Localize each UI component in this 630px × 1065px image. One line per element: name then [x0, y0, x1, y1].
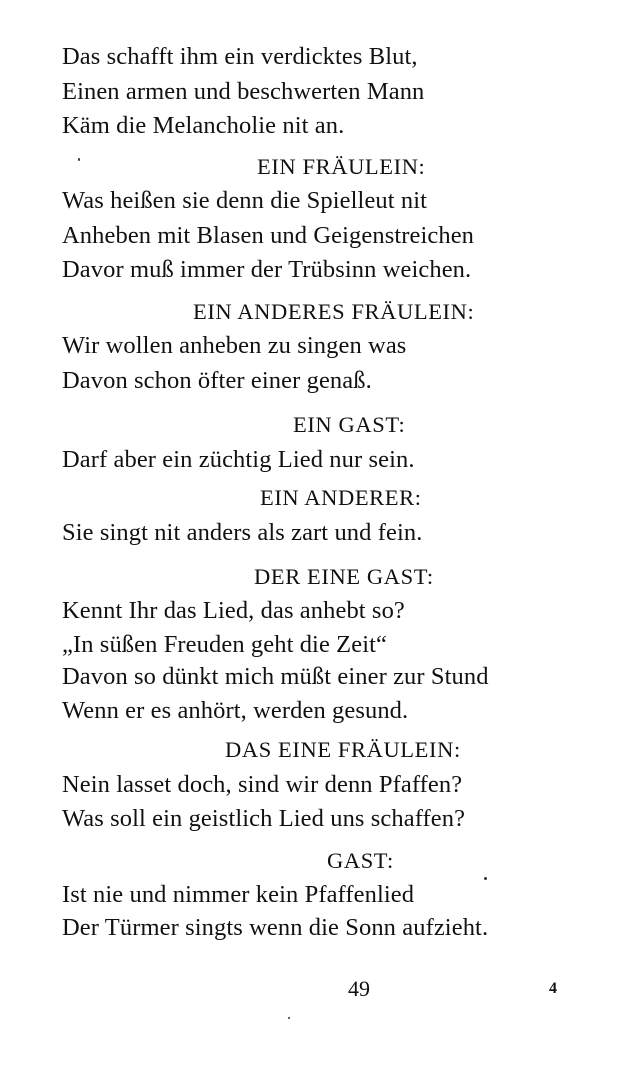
verse-line: Wir wollen anheben zu singen was — [62, 332, 407, 359]
verse-line: Davon schon öfter einer genaß. — [62, 367, 372, 394]
verse-line: Davon so dünkt mich müßt einer zur Stund — [62, 663, 489, 690]
verse-line: Der Türmer singts wenn die Sonn aufzieht. — [62, 914, 489, 941]
verse-line: Was soll ein geistlich Lied uns schaffen? — [62, 805, 466, 832]
verse-line: Wenn er es anhört, werden gesund. — [62, 697, 409, 724]
signature-mark: 4 — [549, 980, 557, 997]
verse-line: Kennt Ihr das Lied, das anhebt so? — [62, 597, 405, 624]
verse-line: Sie singt nit anders als zart und fein. — [62, 519, 423, 546]
verse-line: Darf aber ein züchtig Lied nur sein. — [62, 446, 415, 473]
verse-line: „In süßen Freuden geht die Zeit“ — [62, 631, 387, 658]
verse-line: Einen armen und beschwerten Mann — [62, 78, 425, 105]
print-speck — [484, 877, 487, 880]
speaker-heading: EIN ANDERES FRÄULEIN: — [193, 299, 475, 324]
verse-line: Ist nie und nimmer kein Pfaffenlied — [62, 881, 415, 908]
speaker-heading: EIN GAST: — [293, 412, 406, 437]
speaker-heading: GAST: — [327, 848, 394, 873]
print-speck — [78, 158, 80, 161]
verse-line: Was heißen sie denn die Spielleut nit — [62, 187, 428, 214]
verse-line: Das schafft ihm ein verdicktes Blut, — [62, 43, 418, 70]
verse-line: Anheben mit Blasen und Geigenstreichen — [62, 222, 475, 249]
speaker-heading: DER EINE GAST: — [254, 564, 434, 589]
verse-line: Davor muß immer der Trübsinn weichen. — [62, 256, 472, 283]
verse-line: Käm die Melancholie nit an. — [62, 112, 345, 139]
speaker-heading: EIN ANDERER: — [260, 485, 422, 510]
page-number: 49 — [348, 976, 370, 1001]
verse-line: Nein lasset doch, sind wir denn Pfaffen? — [62, 771, 463, 798]
speaker-heading: EIN FRÄULEIN: — [257, 154, 426, 179]
speaker-heading: DAS EINE FRÄULEIN: — [225, 737, 461, 762]
print-speck — [288, 1017, 290, 1019]
